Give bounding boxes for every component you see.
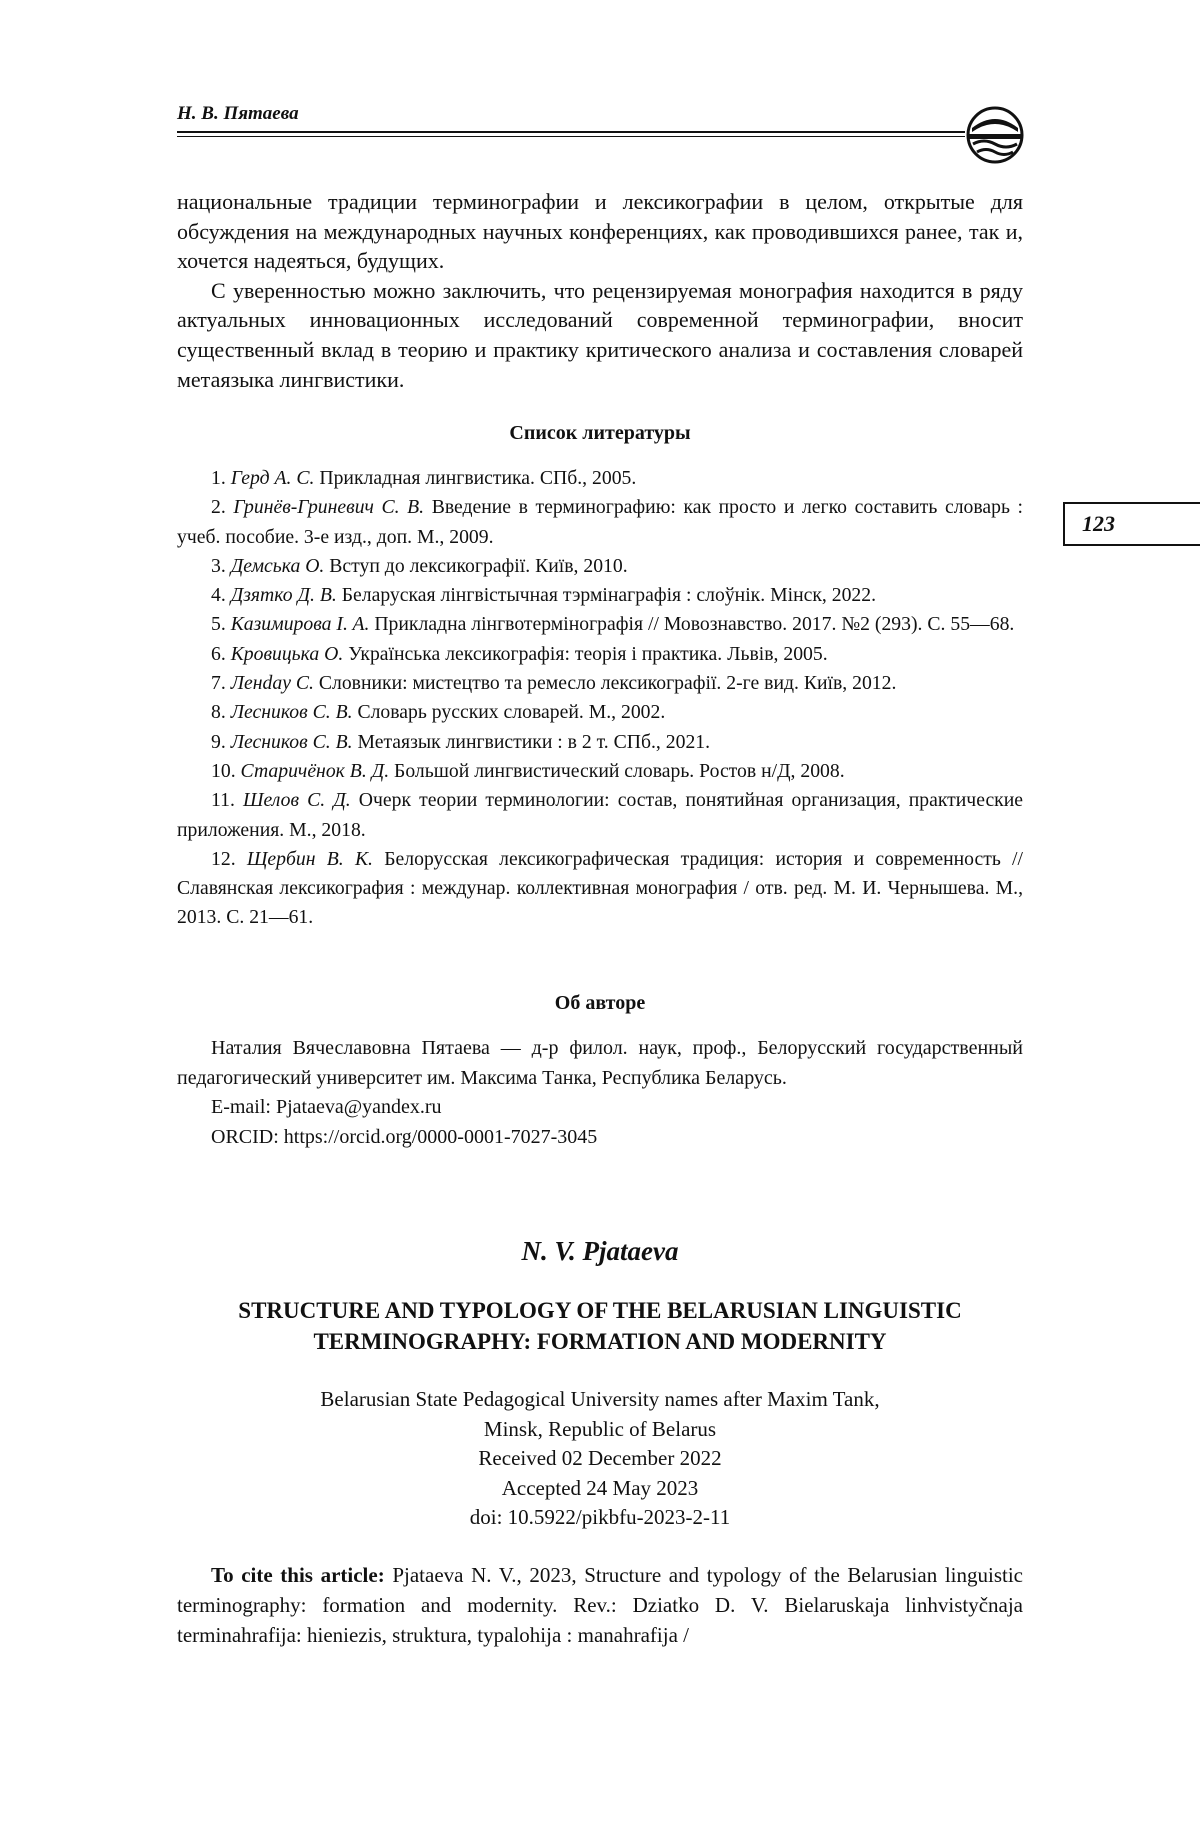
reference-text: Введение в терминографию: как просто и легко составить словарь : учеб. пособие. 3-е изд., доп. М., 2009. [177,496,1024,548]
reference-author: Ленday С. [230,672,314,695]
reference-item [177,581,1023,610]
reference-item [177,845,1023,933]
reference-number: 7. [211,672,226,695]
cite-text: Pjataeva N. V., 2023, Structure and typology of the Belarusian linguistic terminography: formation and modernity. Rev.: Dziatko D. V. Bielaruskaja linhvistyčnaja terminahrafija: hieniezis, struktura, typalohija : manahrafija / [177,1563,1023,1647]
reference-number: 11. [211,789,235,812]
reference-text: Метаязык лингвистики : в 2 т. СПб., 2021. [357,730,711,753]
reference-number: 2. [211,496,226,519]
reference-author: Шелов С. Д. [243,789,351,812]
reference-item [177,786,1023,845]
reference-number: 10. [211,759,236,782]
reference-text: Українська лексикографія: теорія і практика. Львів, 2005. [348,642,828,665]
affiliation-line-1: Belarusian State Pedagogical University names after Maxim Tank, [320,1387,880,1411]
author-orcid: ORCID: https://orcid.org/0000-0001-7027-3045 [211,1125,598,1148]
english-author: N. V. Pjataeva [521,1236,679,1266]
reference-author: Кровицька О. [230,642,344,665]
reference-text: Очерк теории терминологии: состав, понятийная организация, практические приложения. М., 2018. [177,789,1024,841]
reference-author: Дзятко Д. В. [230,584,337,607]
reference-text: Прикладна лінгвотермінографія // Мовознавство. 2017. №2 (293). С. 55—68. [374,613,1015,636]
reference-author: Лесников С. В. [230,701,353,724]
reference-author: Казимирова I. A. [230,613,370,636]
about-author [177,1034,1023,1152]
english-title-line-2: TERMINOGRAPHY: FORMATION AND MODERNITY [313,1329,887,1354]
reference-text: Большой лингвистический словарь. Ростов н/Д, 2008. [394,759,845,782]
reference-text: Беларуская лінгвістычная тэрмінаграфія : слоўнік. Мінск, 2022. [341,584,877,607]
citation-block [177,1560,1023,1650]
reference-item [177,640,1023,669]
doi: doi: 10.5922/pikbfu-2023-2-11 [469,1505,731,1529]
body-text [177,187,1023,394]
header-rule [177,131,965,137]
reference-text: Словарь русских словарей. М., 2002. [357,701,666,724]
reference-text: Вступ до лексикографії. Київ, 2010. [329,554,628,577]
received-date: Received 02 December 2022 [478,1446,722,1470]
reference-number: 5. [211,613,226,636]
reference-author: Лесников С. В. [230,730,353,753]
reference-number: 3. [211,554,226,577]
reference-number: 4. [211,584,226,607]
english-title-line-1: STRUCTURE AND TYPOLOGY OF THE BELARUSIAN LINGUISTIC [238,1298,962,1323]
reference-item [177,669,1023,698]
running-head-author: Н. В. Пятаева [177,103,299,124]
cite-label: To cite this article: [211,1563,385,1587]
affiliation-line-2: Minsk, Republic of Belarus [483,1416,717,1441]
reference-author: Старичёнок В. Д. [240,759,390,782]
reference-item [177,610,1023,639]
reference-author: Щербин В. К. [246,847,373,870]
reference-number: 12. [211,847,236,870]
reference-text: Словники: мистецтво та ремесло лексикографії. 2-ге вид. Київ, 2012. [318,672,897,695]
reference-text: Прикладная лингвистика. СПб., 2005. [319,467,637,489]
references-list [177,464,1023,933]
body-paragraph-1: национальные традиции терминографии и лексикографии в целом, открытые для обсуждения на международных научных конференциях, как проводившихся ранее, так и, хочется надеяться, будущих. [177,189,1023,274]
reference-author: Демська О. [230,554,325,577]
reference-item [177,552,1023,581]
reference-number: 6. [211,642,226,665]
accepted-date: Accepted 24 May 2023 [501,1475,699,1500]
english-title [177,1295,1023,1357]
author-email: E-mail: Pjataeva@yandex.ru [211,1096,442,1119]
reference-number: 1. [211,467,226,489]
about-author-text: Наталия Вячеславовна Пятаева — д-р филол. наук, проф., Белорусский государственный педагогический университет им. Максима Танка, Республика Беларусь. [177,1037,1023,1089]
reference-text: Белорусская лексикографическая традиция: история и современность // Славянская лексикография : междунар. коллективная монография / отв. ред. М. И. Чернышева. М., 2013. С. 21—61. [177,847,1023,929]
page-number-tab: 123 [1063,502,1200,546]
reference-item [177,493,1023,552]
reference-item [177,698,1023,727]
references-title: Список литературы [509,422,691,444]
reference-author: Герд А. С. [230,467,315,489]
about-author-title: Об авторе [554,992,646,1014]
reference-item [177,728,1023,757]
journal-waves-logo-icon [964,104,1026,166]
reference-author: Гринёв-Гриневич С. В. [233,496,425,519]
reference-number: 8. [211,701,226,724]
reference-number: 9. [211,730,226,753]
reference-item [177,464,1023,493]
reference-item [177,757,1023,786]
english-affiliation [177,1385,1023,1533]
body-paragraph-2: С уверенностью можно заключить, что рецензируемая монография находится в ряду актуальных инновационных исследований современной терминографии, вносит существенный вклад в теорию и практику критического анализа и составления словарей метаязыка лингвистики. [177,277,1023,392]
